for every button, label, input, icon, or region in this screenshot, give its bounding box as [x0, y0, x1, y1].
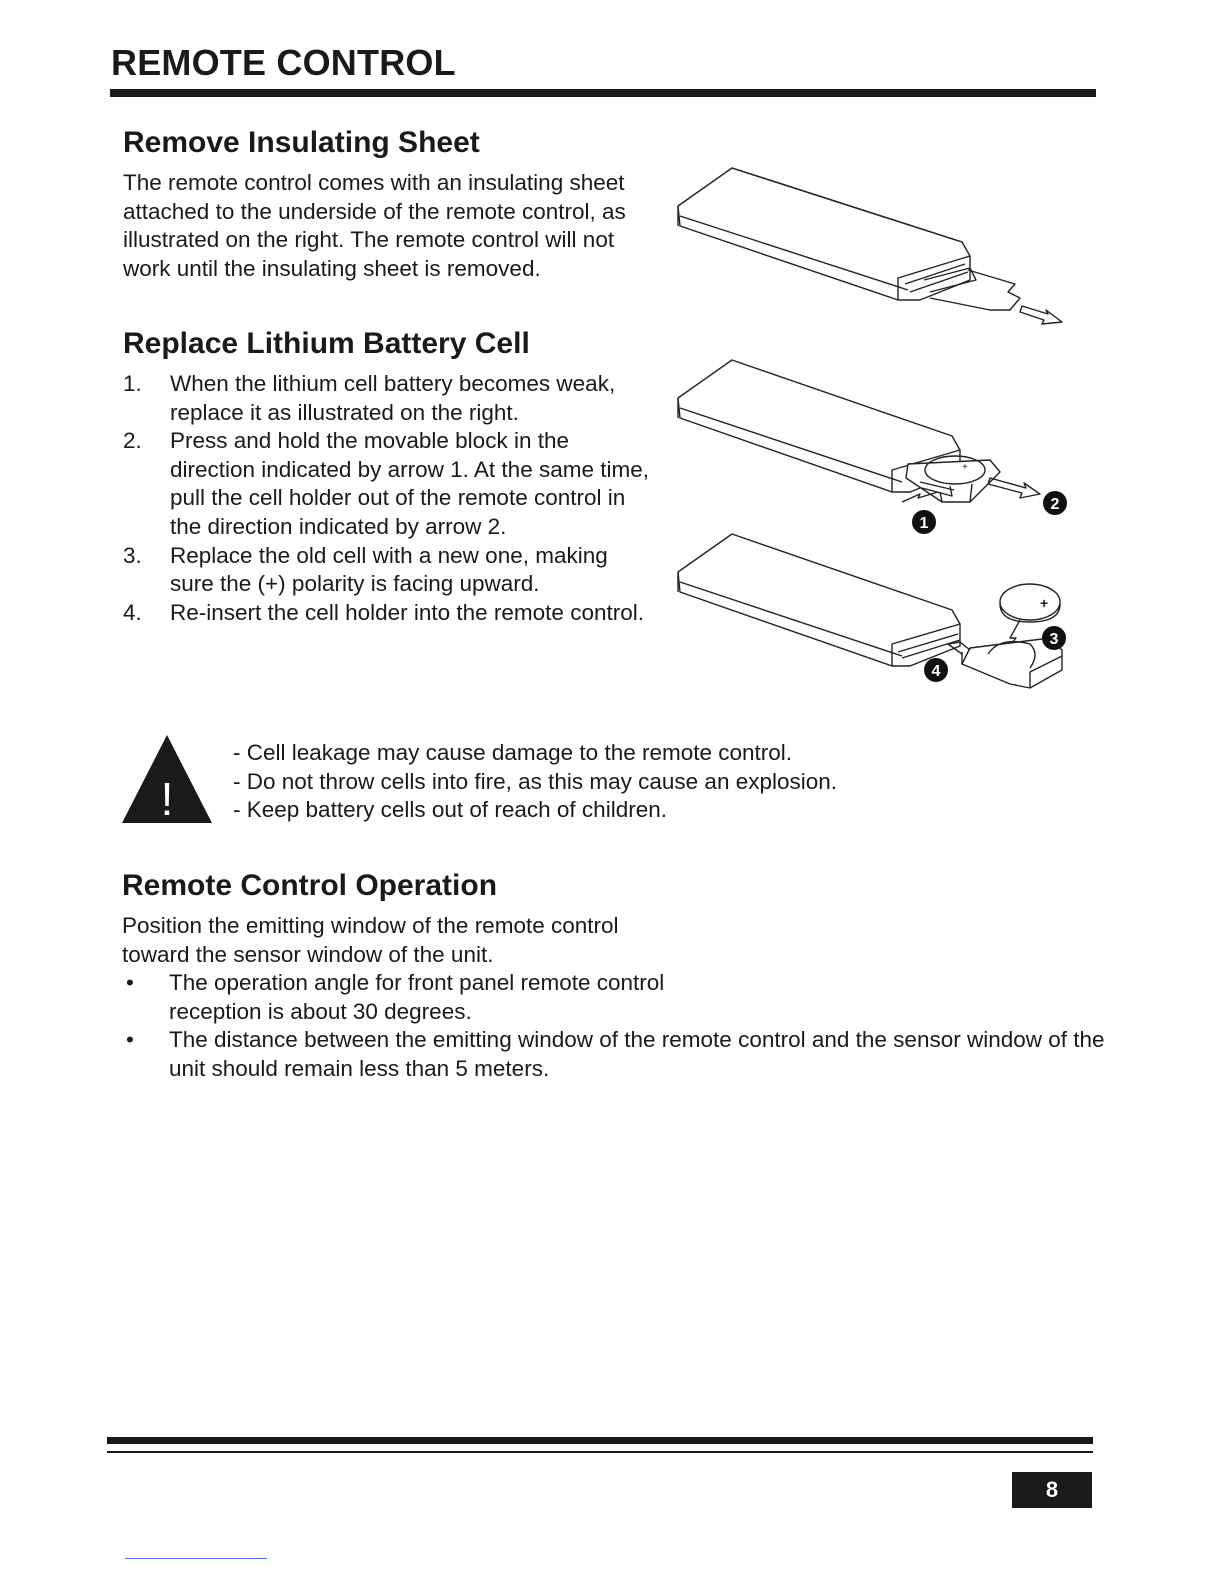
- battery-step: 2. Press and hold the movable block in the direction indicated by arrow 1. At the same time, pull the cell holder out of the remote control in the direction indicated by arrow 2.: [123, 428, 649, 539]
- operation-bullet: • The operation angle for front panel remote control reception is about 30 degrees.: [126, 970, 665, 1024]
- insulating-sheet-illustration: [670, 160, 1070, 330]
- warning-triangle-icon: [120, 733, 214, 825]
- battery-step: 4. Re-insert the cell holder into the remote control.: [123, 599, 644, 625]
- insulating-heading: Remove Insulating Sheet: [123, 126, 480, 159]
- battery-step: 1. When the lithium cell battery becomes weak, replace it as illustrated on the right.: [123, 371, 616, 425]
- footer-rule-thick: [107, 1437, 1093, 1444]
- cell-holder-pull-illustration: [670, 352, 1080, 542]
- operation-bullet: • The distance between the emitting window of the remote control and the sensor window of the unit should remain less than 5 meters.: [126, 1027, 1105, 1081]
- operation-heading: Remote Control Operation: [122, 869, 498, 902]
- insulating-text: The remote control comes with an insulating sheet attached to the underside of the remote control, as illustrated on the right. The remote control will not work until the insulating sheet is removed.: [123, 170, 626, 281]
- warning-item: - Cell leakage may cause damage to the remote control.: [233, 740, 793, 765]
- callout-plus: +: [962, 462, 968, 473]
- callout-2: 2: [1050, 496, 1060, 513]
- page-number: 8: [1012, 1472, 1092, 1508]
- warning-item: - Keep battery cells out of reach of children.: [233, 797, 667, 823]
- operation-bullets: [122, 969, 1112, 1083]
- footer-rule-thin: [107, 1451, 1093, 1453]
- scan-artifact-line: [125, 1558, 267, 1559]
- operation-intro: Position the emitting window of the remote control toward the sensor window of the unit.: [122, 913, 619, 967]
- warning-list: [233, 739, 837, 825]
- callout-plus-new-cell: +: [1040, 595, 1049, 611]
- warning-mark: !: [160, 773, 174, 825]
- callout-1: 1: [919, 515, 929, 532]
- warning-item: - Do not throw cells into fire, as this may cause an explosion.: [233, 768, 838, 794]
- callout-4: 4: [931, 663, 941, 680]
- battery-heading: Replace Lithium Battery Cell: [123, 327, 530, 360]
- battery-steps: [123, 370, 653, 627]
- cell-replace-illustration: [670, 526, 1080, 706]
- battery-step: 3. Replace the old cell with a new one, making sure the (+) polarity is facing upward.: [123, 542, 608, 597]
- page-title: REMOTE CONTROL: [111, 42, 456, 83]
- callout-3: 3: [1049, 631, 1059, 648]
- title-rule: [110, 89, 1096, 97]
